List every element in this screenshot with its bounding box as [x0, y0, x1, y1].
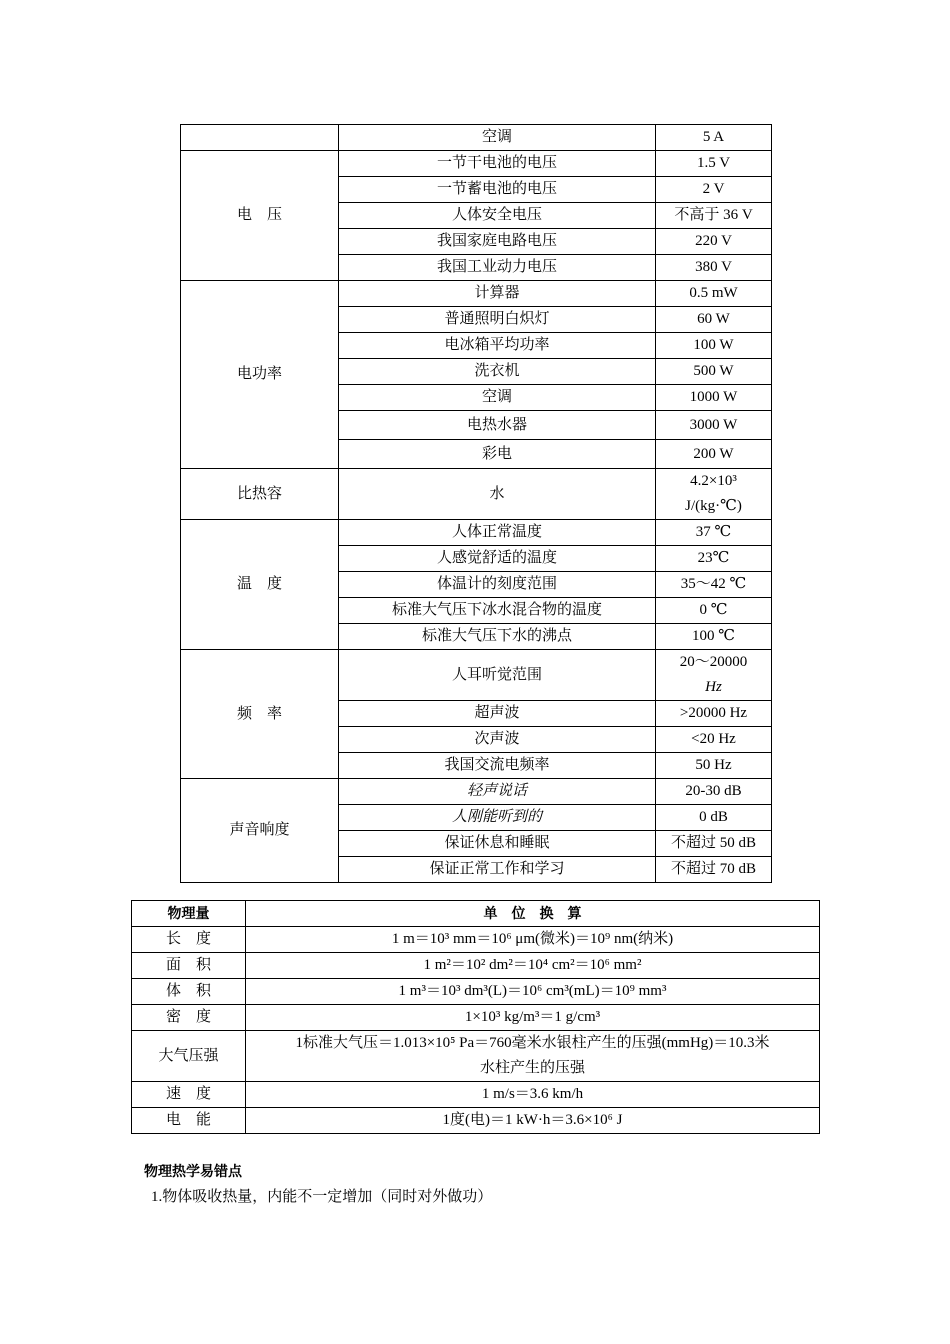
value-cell: 37 ℃	[656, 520, 772, 546]
item-cell: 标准大气压下冰水混合物的温度	[339, 598, 656, 624]
table-row	[181, 520, 772, 546]
item-cell: 人体安全电压	[339, 203, 656, 229]
item-cell: 电冰箱平均功率	[339, 333, 656, 359]
item-cell: 保证休息和睡眠	[339, 831, 656, 857]
category-temperature: 温 度	[181, 520, 339, 650]
value-cell: 2 V	[656, 177, 772, 203]
value-line: Hz	[705, 679, 722, 695]
value-cell: >20000 Hz	[656, 701, 772, 727]
physics-constants-table	[180, 124, 772, 883]
table-row	[181, 779, 772, 805]
value-cell: 380 V	[656, 255, 772, 281]
conversion-cell: 1度(电)＝1 kW·h＝3.6×10⁶ J	[246, 1108, 820, 1134]
value-cell: 0 dB	[656, 805, 772, 831]
value-cell: 200 W	[656, 440, 772, 469]
conversion-cell: 1 m³＝10³ dm³(L)＝10⁶ cm³(mL)＝10⁹ mm³	[246, 979, 820, 1005]
item-cell: 彩电	[339, 440, 656, 469]
value-cell: 60 W	[656, 307, 772, 333]
table-row	[132, 1031, 820, 1082]
conversion-line: 1标准大气压＝1.013×10⁵ Pa＝760毫米水银柱产生的压强(mmHg)＝10.3米	[295, 1035, 770, 1051]
quantity-cell: 面 积	[132, 953, 246, 979]
table-row	[132, 927, 820, 953]
item-cell: 洗衣机	[339, 359, 656, 385]
value-cell: 100 ℃	[656, 624, 772, 650]
value-cell: 23℃	[656, 546, 772, 572]
item-cell: 电热水器	[339, 411, 656, 440]
item-cell: 我国工业动力电压	[339, 255, 656, 281]
quantity-cell: 大气压强	[132, 1031, 246, 1082]
value-cell: 3000 W	[656, 411, 772, 440]
value-cell	[656, 469, 772, 520]
table-row	[181, 650, 772, 701]
item-cell: 空调	[339, 385, 656, 411]
table-row	[181, 125, 772, 151]
value-line: 4.2×10³	[690, 473, 737, 489]
value-cell: 不超过 70 dB	[656, 857, 772, 883]
table-row	[181, 469, 772, 520]
table-row	[181, 281, 772, 307]
conversion-cell: 1 m＝10³ mm＝10⁶ μm(微米)＝10⁹ nm(纳米)	[246, 927, 820, 953]
conversion-cell: 1 m/s＝3.6 km/h	[246, 1082, 820, 1108]
item-cell: 计算器	[339, 281, 656, 307]
quantity-cell: 电 能	[132, 1108, 246, 1134]
conversion-line: 水柱产生的压强	[479, 1060, 585, 1076]
value-cell: 1.5 V	[656, 151, 772, 177]
quantity-cell: 体 积	[132, 979, 246, 1005]
quantity-cell: 密 度	[132, 1005, 246, 1031]
value-line: J/(kg·℃)	[685, 498, 742, 514]
table-header-row	[132, 901, 820, 927]
value-cell: 0.5 mW	[656, 281, 772, 307]
value-cell: 不高于 36 V	[656, 203, 772, 229]
table-row	[132, 1108, 820, 1134]
item-cell: 空调	[339, 125, 656, 151]
item-cell: 人刚能听到的	[339, 805, 656, 831]
item-cell: 人感觉舒适的温度	[339, 546, 656, 572]
value-line: 20～20000	[679, 654, 748, 670]
item-cell: 体温计的刻度范围	[339, 572, 656, 598]
header-quantity: 物理量	[132, 901, 246, 927]
category-voltage: 电 压	[181, 151, 339, 281]
item-cell: 超声波	[339, 701, 656, 727]
conversion-cell	[246, 1031, 820, 1082]
category-frequency: 频 率	[181, 650, 339, 779]
item-cell: 我国家庭电路电压	[339, 229, 656, 255]
item-cell: 一节干电池的电压	[339, 151, 656, 177]
value-cell: 20-30 dB	[656, 779, 772, 805]
value-cell: 35～42 ℃	[656, 572, 772, 598]
item-cell: 次声波	[339, 727, 656, 753]
value-cell: 1000 W	[656, 385, 772, 411]
item-cell: 我国交流电频率	[339, 753, 656, 779]
item-cell: 保证正常工作和学习	[339, 857, 656, 883]
header-conversion: 单 位 换 算	[246, 901, 820, 927]
conversion-cell: 1×10³ kg/m³＝1 g/cm³	[246, 1005, 820, 1031]
value-cell: 5 A	[656, 125, 772, 151]
value-cell: 0 ℃	[656, 598, 772, 624]
category-heat: 比热容	[181, 469, 339, 520]
item-cell: 人体正常温度	[339, 520, 656, 546]
value-cell: 不超过 50 dB	[656, 831, 772, 857]
table-row	[181, 151, 772, 177]
category-cell	[181, 125, 339, 151]
item-cell: 一节蓄电池的电压	[339, 177, 656, 203]
item-cell: 轻声说话	[339, 779, 656, 805]
conversion-cell: 1 m²＝10² dm²＝10⁴ cm²＝10⁶ mm²	[246, 953, 820, 979]
table-row	[132, 1005, 820, 1031]
item-cell: 普通照明白炽灯	[339, 307, 656, 333]
notes-section	[146, 1158, 492, 1210]
unit-conversion-table	[131, 900, 820, 1134]
value-cell: <20 Hz	[656, 727, 772, 753]
value-cell: 220 V	[656, 229, 772, 255]
table-row	[132, 979, 820, 1005]
table-row	[132, 1082, 820, 1108]
value-cell: 100 W	[656, 333, 772, 359]
value-cell: 500 W	[656, 359, 772, 385]
notes-item: 1.物体吸收热量，内能不一定增加（同时对外做功）	[151, 1189, 493, 1205]
table-row	[132, 953, 820, 979]
item-cell: 水	[339, 469, 656, 520]
item-cell: 标准大气压下水的沸点	[339, 624, 656, 650]
notes-title: 物理热学易错点	[144, 1163, 242, 1179]
quantity-cell: 速 度	[132, 1082, 246, 1108]
category-power: 电功率	[181, 281, 339, 469]
item-cell: 人耳听觉范围	[339, 650, 656, 701]
quantity-cell: 长 度	[132, 927, 246, 953]
value-cell: 50 Hz	[656, 753, 772, 779]
category-loudness: 声音响度	[181, 779, 339, 883]
value-cell	[656, 650, 772, 701]
